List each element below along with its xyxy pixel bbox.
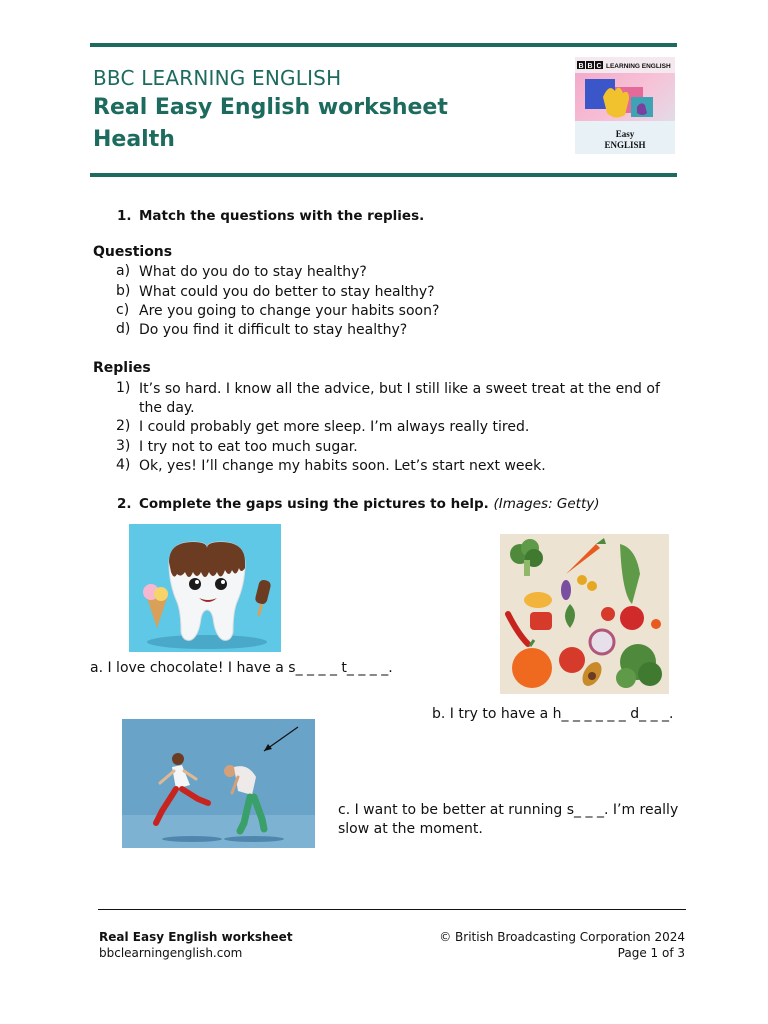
header-top-rule	[90, 43, 677, 47]
question-text: Do you find it difficult to stay healthy?	[139, 322, 408, 338]
logo-english: ENGLISH	[604, 140, 646, 150]
question-text: What do you do to stay healthy?	[139, 264, 367, 280]
question-marker: b)	[116, 283, 131, 299]
footer-page-number: Page 1 of 3	[617, 946, 685, 960]
tooth-illustration	[129, 524, 281, 652]
question-marker: d)	[116, 321, 131, 337]
image-source-credit: (Images: Getty)	[493, 496, 600, 512]
footer-worksheet-title: Real Easy English worksheet	[99, 930, 293, 944]
reply-marker: 2)	[116, 418, 131, 434]
easy-english-logo	[575, 57, 675, 154]
worksheet-title: Real Easy English worksheet	[93, 95, 448, 120]
reply-text: Ok, yes! I’ll change my habits soon. Let’s start next week.	[139, 458, 546, 474]
reply-text: I try not to eat too much sugar.	[139, 439, 358, 455]
questions-heading: Questions	[93, 244, 173, 260]
gap-sentence-a: a. I love chocolate! I have a s_ _ _ _ t_ _ _ _.	[90, 660, 393, 676]
question-marker: a)	[116, 263, 131, 279]
header-bottom-rule	[90, 173, 677, 177]
logo-b1: B	[578, 63, 584, 70]
footer-copyright: © British Broadcasting Corporation 2024	[439, 930, 685, 944]
logo-c: C	[596, 63, 602, 70]
question-text: What could you do better to stay healthy?	[139, 284, 435, 300]
gap-sentence-b: b. I try to have a h_ _ _ _ _ _ d_ _ _.	[432, 706, 674, 722]
question-text: Are you going to change your habits soon?	[139, 303, 440, 319]
runners-illustration	[122, 719, 315, 848]
logo-text: LEARNING ENGLISH	[606, 63, 671, 70]
reply-marker: 4)	[116, 457, 131, 473]
gap-sentence-c: c. I want to be better at running s_ _ _. I’m really slow at the moment.	[338, 802, 679, 837]
logo-easy: Easy	[615, 129, 635, 139]
reply-marker: 3)	[116, 438, 131, 454]
logo-b2: B	[587, 63, 593, 70]
reply-text: I could probably get more sleep. I’m always really tired.	[139, 419, 530, 435]
footer-website[interactable]: bbclearningenglish.com	[99, 946, 243, 960]
task-text: Complete the gaps using the pictures to help.	[139, 496, 489, 512]
task-number: 1.	[117, 208, 132, 224]
question-marker: c)	[116, 302, 130, 318]
footer-rule	[98, 909, 686, 910]
reply-marker: 1)	[116, 380, 131, 396]
task-text: Match the questions with the replies.	[139, 208, 425, 224]
vegetables-illustration	[500, 534, 669, 694]
replies-heading: Replies	[93, 360, 151, 376]
brand-name: BBC LEARNING ENGLISH	[93, 66, 342, 90]
worksheet-topic: Health	[93, 127, 175, 152]
reply-text: It’s so hard. I know all the advice, but I still like a sweet treat at the end of the day.	[139, 381, 660, 416]
task-number: 2.	[117, 496, 132, 512]
